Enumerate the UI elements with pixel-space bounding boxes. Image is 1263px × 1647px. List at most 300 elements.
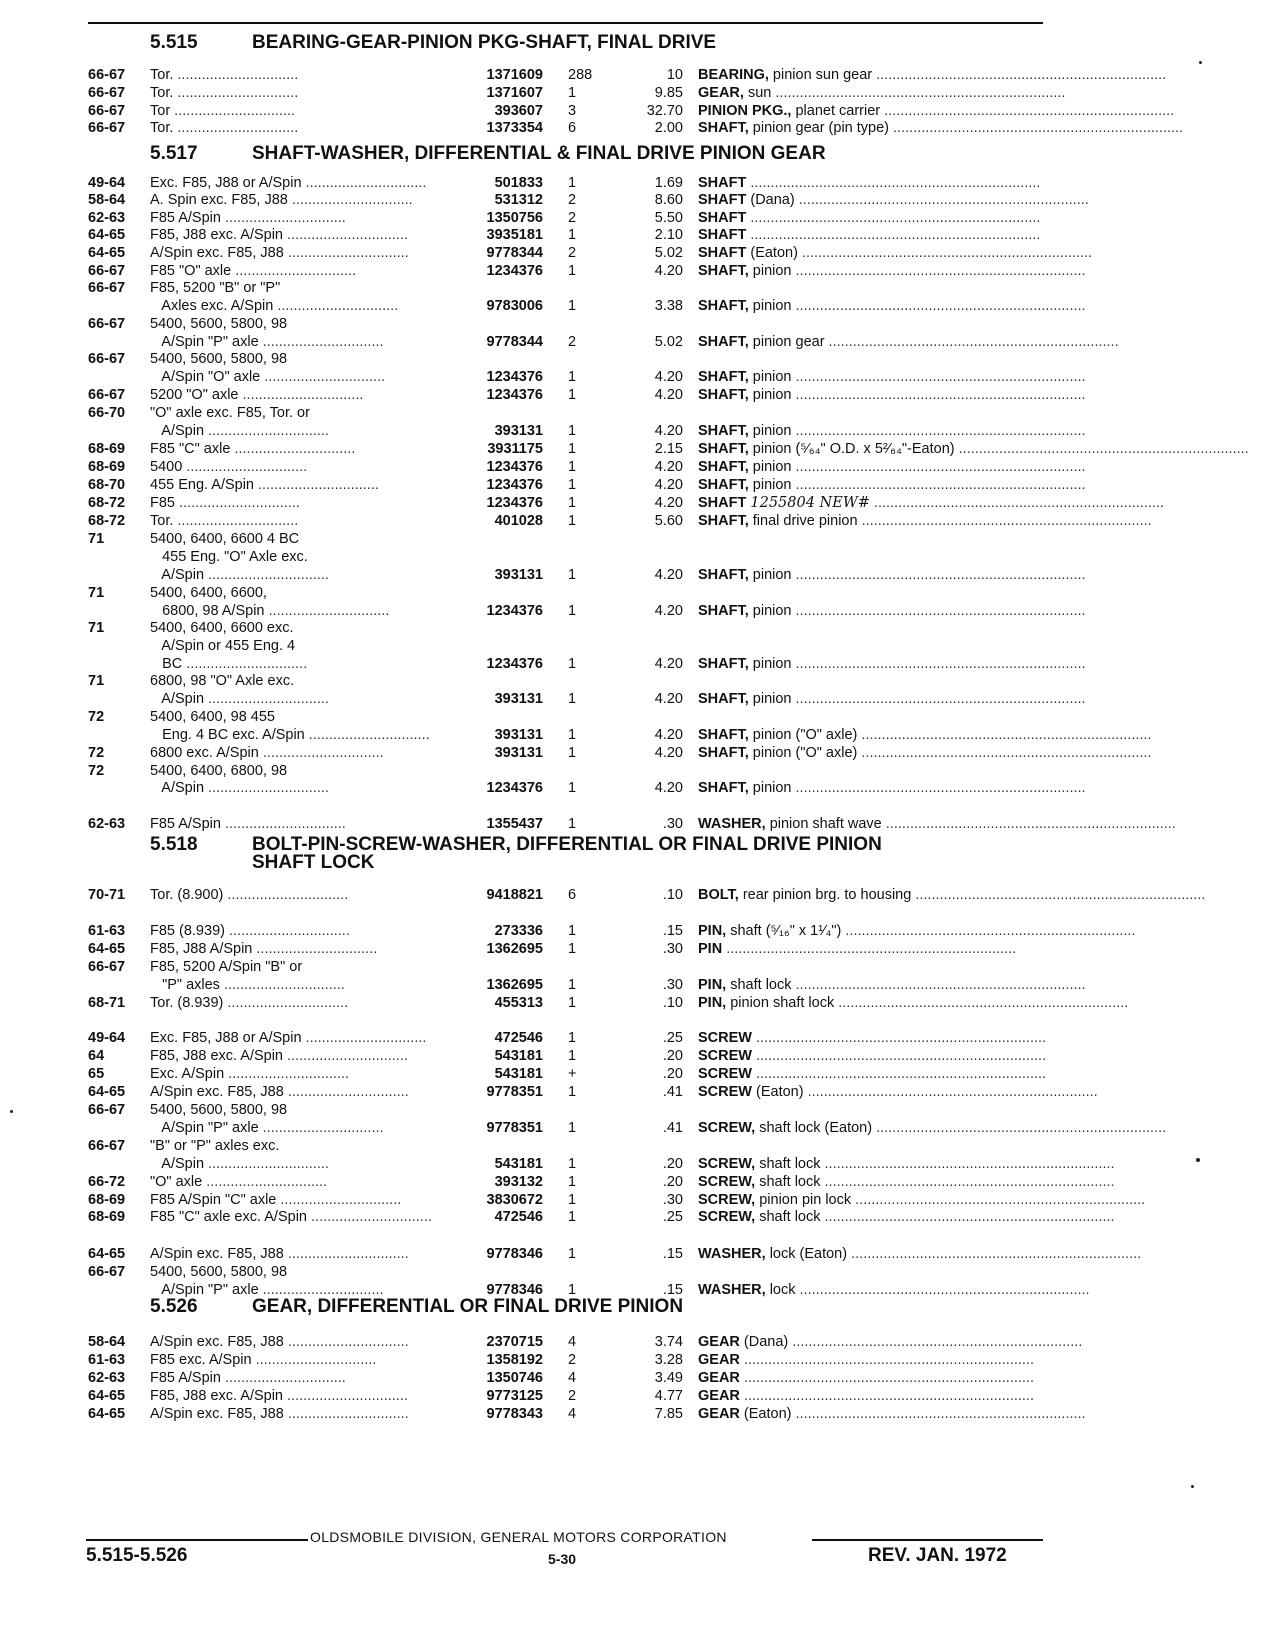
description [698,690,1130,708]
leader-dots: .............................. [204,691,329,707]
part-number: 9778344 [486,334,543,350]
parts-row [88,619,1138,637]
model-years: 61-63 [88,1352,126,1368]
price: 4.20 [654,477,683,493]
part-number: 472546 [494,1030,543,1046]
quantity: 1 [568,603,577,619]
model-years: 66-67 [88,103,126,119]
application: F85 .............................. [150,495,300,511]
price: .20 [662,1066,683,1082]
model-years: 71 [88,585,105,601]
part-detail: pinion gear [748,334,825,350]
model-years: 64 [88,1048,105,1064]
leader-dots: ........................................................................ [791,691,1086,707]
application: Tor. .............................. [150,513,299,529]
application: F85, J88 A/Spin .............................. [150,941,378,957]
price: 3.28 [654,1352,683,1368]
leader-dots: ........................................................................ [791,369,1086,385]
part-number: 1373354 [486,120,543,136]
leader-dots: ........................................................................ [739,1370,1034,1386]
price: .20 [662,1048,683,1064]
parts-row [88,1029,1138,1047]
part-detail: pinion (⁵⁄₆₄" O.D. x 5²⁄₆₄"-Eaton) [748,441,955,457]
part-name: SCREW, [698,1120,756,1136]
part-number: 393131 [494,567,543,583]
leader-dots: ........................................................................ [820,1174,1115,1190]
quantity: 1 [568,1282,577,1298]
leader-dots: ........................................................................ [746,175,1041,191]
parts-row [88,1083,1138,1101]
leader-dots: ........................................................................ [791,603,1086,619]
quantity: 1 [568,1209,577,1225]
leader-dots: .............................. [204,780,329,796]
part-number: 543181 [494,1156,543,1172]
price: 2.10 [654,227,683,243]
parts-row [88,350,1138,368]
part-number: 9778346 [486,1246,543,1262]
leader-dots: .............................. [283,1388,408,1404]
part-detail: pinion sun gear [768,67,873,83]
application: 5400, 6400, 6800, 98 [150,763,288,779]
part-detail: (Eaton) [751,1084,804,1100]
section-header [150,836,882,872]
leader-dots: ........................................................................ [911,887,1206,903]
price: 5.02 [654,245,683,261]
quantity: 1 [568,923,577,939]
price: 2.15 [654,441,683,457]
part-name: SHAFT, [698,369,749,385]
part-name: SHAFT [698,210,747,226]
description [698,655,1130,673]
price: 4.20 [654,727,683,743]
description [698,815,1176,833]
quantity: 1 [568,513,577,529]
footer-division: OLDSMOBILE DIVISION, GENERAL MOTORS CORPORATION [310,1529,727,1545]
parts-row [88,440,1249,458]
description [698,602,1130,620]
price: 4.20 [654,423,683,439]
price: 4.20 [654,263,683,279]
application: Tor. .............................. [150,120,299,136]
quantity: 1 [568,227,577,243]
parts-row [88,209,1138,227]
part-detail: pinion pin lock [755,1192,852,1208]
description [698,209,1130,227]
parts-row [88,708,1138,726]
parts-row [88,672,1138,690]
part-detail: shaft lock [755,1174,821,1190]
leader-dots: .............................. [276,1192,402,1208]
leader-dots: ........................................................................ [771,85,1066,101]
model-years: 68-72 [88,495,126,511]
application: A/Spin exc. F85, J88 .............................. [150,1334,409,1350]
application: A/Spin "O" axle .............................. [150,369,386,385]
model-years: 66-67 [88,387,126,403]
part-detail: shaft lock (Eaton) [755,1120,873,1136]
model-years: 62-63 [88,210,126,226]
quantity: 6 [568,120,577,136]
part-name: WASHER, [698,1246,766,1262]
scan-speck [1196,1158,1200,1162]
part-name: SCREW [698,1084,752,1100]
description [698,1281,1130,1299]
quantity: 1 [568,441,577,457]
model-years: 64-65 [88,1388,126,1404]
application: Axles exc. A/Spin .............................. [150,298,399,314]
description [698,368,1130,386]
model-years: 65 [88,1066,105,1082]
leader-dots: .............................. [170,103,296,119]
part-detail: (Dana) [746,192,795,208]
leader-dots: ........................................................................ [791,567,1086,583]
application: F85, J88 exc. A/Spin .............................. [150,1388,408,1404]
parts-row [88,262,1138,280]
quantity: 1 [568,477,577,493]
application: 5400, 6400, 98 455 [150,709,275,725]
parts-row [88,566,1138,584]
application: A/Spin "P" axle .............................. [150,1282,384,1298]
leader-dots: ........................................................................ [889,120,1184,136]
description [698,1387,1130,1405]
part-number: 1234376 [486,459,543,475]
part-detail: shaft (⁵⁄₁₆" x 1¹⁄₄") [726,923,842,939]
leader-dots: .............................. [301,175,427,191]
parts-row [88,548,1138,566]
model-years: 64-65 [88,1406,126,1422]
part-detail: (Dana) [739,1334,789,1350]
price: 8.60 [654,192,683,208]
section-title: BEARING-GEAR-PINION PKG-SHAFT, FINAL DRIVE [252,32,717,53]
part-number: 393131 [494,423,543,439]
model-years: 66-67 [88,1102,126,1118]
part-number: 1371607 [486,85,543,101]
model-years: 71 [88,673,105,689]
quantity: 1 [568,85,577,101]
part-name: SCREW [698,1048,752,1064]
parts-row [88,744,1152,762]
parts-row [88,315,1138,333]
leader-dots: ........................................................................ [851,1192,1146,1208]
description [698,1047,1130,1065]
description [698,512,1152,530]
model-years: 66-67 [88,1264,126,1280]
application: 5400, 6400, 6600, [150,585,267,601]
leader-dots: ........................................................................ [791,298,1086,314]
part-number: 9418821 [486,887,543,903]
application: Exc. F85, J88 or A/Spin .............................. [150,1030,427,1046]
application: 5400, 5600, 5800, 98 [150,1102,288,1118]
section-subtitle: SHAFT LOCK [252,852,375,873]
price: 32.70 [646,103,683,119]
part-name: SHAFT [698,227,747,243]
part-name: GEAR [698,1388,740,1404]
leader-dots: ........................................................................ [797,245,1093,261]
description [698,1029,1130,1047]
leader-dots: ........................................................................ [791,459,1086,475]
description [698,1191,1146,1209]
application: Tor. .............................. [150,67,299,83]
part-number: 9778344 [486,245,543,261]
quantity: 1 [568,1030,577,1046]
price: 4.20 [654,387,683,403]
part-detail: pinion ("O" axle) [748,727,858,743]
scan-speck [1199,61,1202,64]
description [698,191,1130,209]
price: 9.85 [654,85,683,101]
parts-row [88,119,1184,137]
leader-dots: .............................. [182,656,308,672]
part-number: 393131 [494,691,543,707]
leader-dots: ........................................................................ [834,995,1129,1011]
part-number: 455313 [494,995,543,1011]
parts-row [88,422,1138,440]
parts-row [88,1191,1146,1209]
leader-dots: .............................. [283,245,409,261]
quantity: 1 [568,387,577,403]
application: 455 Eng. "O" Axle exc. [150,549,308,565]
part-number: 3935181 [486,227,543,243]
leader-dots: ........................................................................ [803,1084,1098,1100]
model-years: 68-71 [88,995,126,1011]
part-number: 393131 [494,727,543,743]
model-years: 58-64 [88,1334,126,1350]
model-years: 68-70 [88,477,126,493]
price: 7.85 [654,1406,683,1422]
part-name: SHAFT, [698,691,749,707]
description [698,1405,1130,1423]
leader-dots: .............................. [273,298,399,314]
price: 3.74 [654,1334,683,1350]
price: .30 [662,941,683,957]
quantity: 1 [568,567,577,583]
description [698,102,1175,120]
leader-dots: ........................................................................ [746,227,1041,243]
quantity: 1 [568,1192,577,1208]
application: A/Spin "P" axle .............................. [150,1120,384,1136]
parts-row [88,226,1138,244]
part-number: 1234376 [486,263,543,279]
application: F85, J88 exc. A/Spin .............................. [150,227,408,243]
scan-speck [1191,1485,1194,1488]
leader-dots: ........................................................................ [739,1388,1034,1404]
application: F85 "C" axle .............................. [150,441,356,457]
application: A/Spin .............................. [150,567,329,583]
part-name: SHAFT [698,245,747,261]
price: 10 [666,67,683,83]
quantity: 4 [568,1406,577,1422]
description [698,940,1130,958]
part-detail: pinion ("O" axle) [748,745,858,761]
model-years: 66-67 [88,263,126,279]
quantity: 1 [568,1174,577,1190]
application: Tor .............................. [150,103,296,119]
leader-dots: .............................. [204,1156,329,1172]
application: A/Spin .............................. [150,780,329,796]
part-number: 1234376 [486,369,543,385]
part-name: PIN, [698,923,727,939]
part-number: 3830672 [486,1192,543,1208]
part-name: SHAFT, [698,780,749,796]
section-number: 5.515 [150,32,198,53]
application: A/Spin .............................. [150,1156,329,1172]
quantity: 1 [568,1246,577,1262]
description [698,84,1130,102]
part-number: 531312 [494,192,543,208]
application: "O" axle .............................. [150,1174,328,1190]
parts-row [88,726,1152,744]
leader-dots: .............................. [224,923,350,939]
leader-dots: ........................................................................ [794,192,1089,208]
description [698,1083,1130,1101]
part-detail: (Eaton) [746,245,798,261]
quantity: 1 [568,1084,577,1100]
application: A/Spin exc. F85, J88 .............................. [150,1406,409,1422]
leader-dots: .............................. [283,1084,409,1100]
leader-dots: .............................. [252,941,378,957]
leader-dots: .............................. [258,334,384,350]
description [698,1173,1130,1191]
part-number: 1350746 [486,1370,543,1386]
parts-row [88,1173,1138,1191]
quantity: 1 [568,995,577,1011]
part-detail: pinion shaft wave [765,816,882,832]
quantity: 2 [568,192,577,208]
leader-dots: .............................. [219,977,345,993]
quantity: 1 [568,727,577,743]
part-name: SHAFT, [698,441,749,457]
quantity: 2 [568,334,577,350]
part-detail: rear pinion brg. to housing [738,887,912,903]
part-number: 9773125 [486,1388,543,1404]
description [698,976,1130,994]
leader-dots: ........................................................................ [881,816,1176,832]
parts-row [88,1333,1138,1351]
leader-dots: .............................. [173,85,299,101]
leader-dots: .............................. [258,1282,384,1298]
quantity: 1 [568,1048,577,1064]
model-years: 66-67 [88,85,126,101]
application: A/Spin exc. F85, J88 .............................. [150,245,409,261]
part-detail: pinion gear (pin type) [748,120,889,136]
part-name: SCREW [698,1066,752,1082]
model-years: 49-64 [88,175,126,191]
description [698,994,1130,1012]
quantity: 3 [568,103,577,119]
part-detail: final drive pinion [748,513,858,529]
part-detail: lock [765,1282,796,1298]
application: A/Spin .............................. [150,691,329,707]
part-detail: shaft lock [726,977,792,993]
part-detail: pinion [748,603,792,619]
section-header [150,145,826,163]
parts-row [88,762,1138,780]
leader-dots: .............................. [220,210,346,226]
model-years: 49-64 [88,1030,126,1046]
part-number: 1234376 [486,477,543,493]
leader-dots: .............................. [204,567,329,583]
application: 5400, 6400, 6600 exc. [150,620,294,636]
application: 6800 exc. A/Spin .............................. [150,745,384,761]
part-name: SHAFT, [698,387,749,403]
application: "B" or "P" axles exc. [150,1138,280,1154]
leader-dots: .............................. [224,1066,350,1082]
price: .25 [662,1030,683,1046]
part-name: PIN, [698,995,727,1011]
model-years: 58-64 [88,192,126,208]
leader-dots: .............................. [258,1120,384,1136]
part-detail: pinion [748,477,792,493]
part-name: SHAFT, [698,298,749,314]
model-years: 66-67 [88,280,126,296]
leader-dots: .............................. [283,1406,409,1422]
model-years: 61-63 [88,923,126,939]
part-detail: pinion [748,369,792,385]
part-name: SCREW, [698,1209,756,1225]
part-detail: pinion [748,691,792,707]
leader-dots: .............................. [230,441,356,457]
section-header [150,1298,683,1316]
part-name: GEAR [698,1370,740,1386]
description [698,476,1130,494]
quantity: 2 [568,210,577,226]
parts-row [88,584,1138,602]
leader-dots: .............................. [223,995,349,1011]
part-name: SHAFT, [698,334,749,350]
leader-dots: ........................................................................ [872,1120,1167,1136]
part-name: SHAFT, [698,513,749,529]
parts-row [88,779,1138,797]
model-years: 68-69 [88,1192,126,1208]
description [698,1333,1130,1351]
application: 5400 .............................. [150,459,308,475]
leader-dots: ........................................................................ [788,1334,1083,1350]
description [698,566,1130,584]
part-name: BEARING, [698,67,769,83]
parts-row [88,386,1138,404]
price: 4.20 [654,780,683,796]
model-years: 68-69 [88,459,126,475]
part-number: 9783006 [486,298,543,314]
part-number: 1355437 [486,816,543,832]
model-years: 71 [88,531,105,547]
model-years: 66-67 [88,351,126,367]
model-years: 66-67 [88,959,126,975]
part-name: SHAFT [698,175,747,191]
price: 4.20 [654,691,683,707]
price: .10 [662,995,683,1011]
price: 3.38 [654,298,683,314]
parts-row [88,815,1176,833]
price: 4.20 [654,495,683,511]
part-number: 472546 [494,1209,543,1225]
quantity: 1 [568,691,577,707]
leader-dots: .............................. [173,513,299,529]
leader-dots: ........................................................................ [841,923,1136,939]
price: .41 [662,1084,683,1100]
quantity: 1 [568,1156,577,1172]
leader-dots: ........................................................................ [791,780,1086,796]
application: Eng. 4 BC exc. A/Spin .............................. [150,727,430,743]
parts-row [88,1387,1138,1405]
price: 4.20 [654,603,683,619]
application: Tor. (8.900) .............................. [150,887,349,903]
section-title: GEAR, DIFFERENTIAL OR FINAL DRIVE PINION [252,1296,684,1317]
parts-row [88,958,1138,976]
application: 5200 "O" axle .............................. [150,387,364,403]
parts-row [88,1047,1138,1065]
leader-dots: .............................. [173,67,299,83]
leader-dots: ........................................................................ [751,1030,1047,1046]
